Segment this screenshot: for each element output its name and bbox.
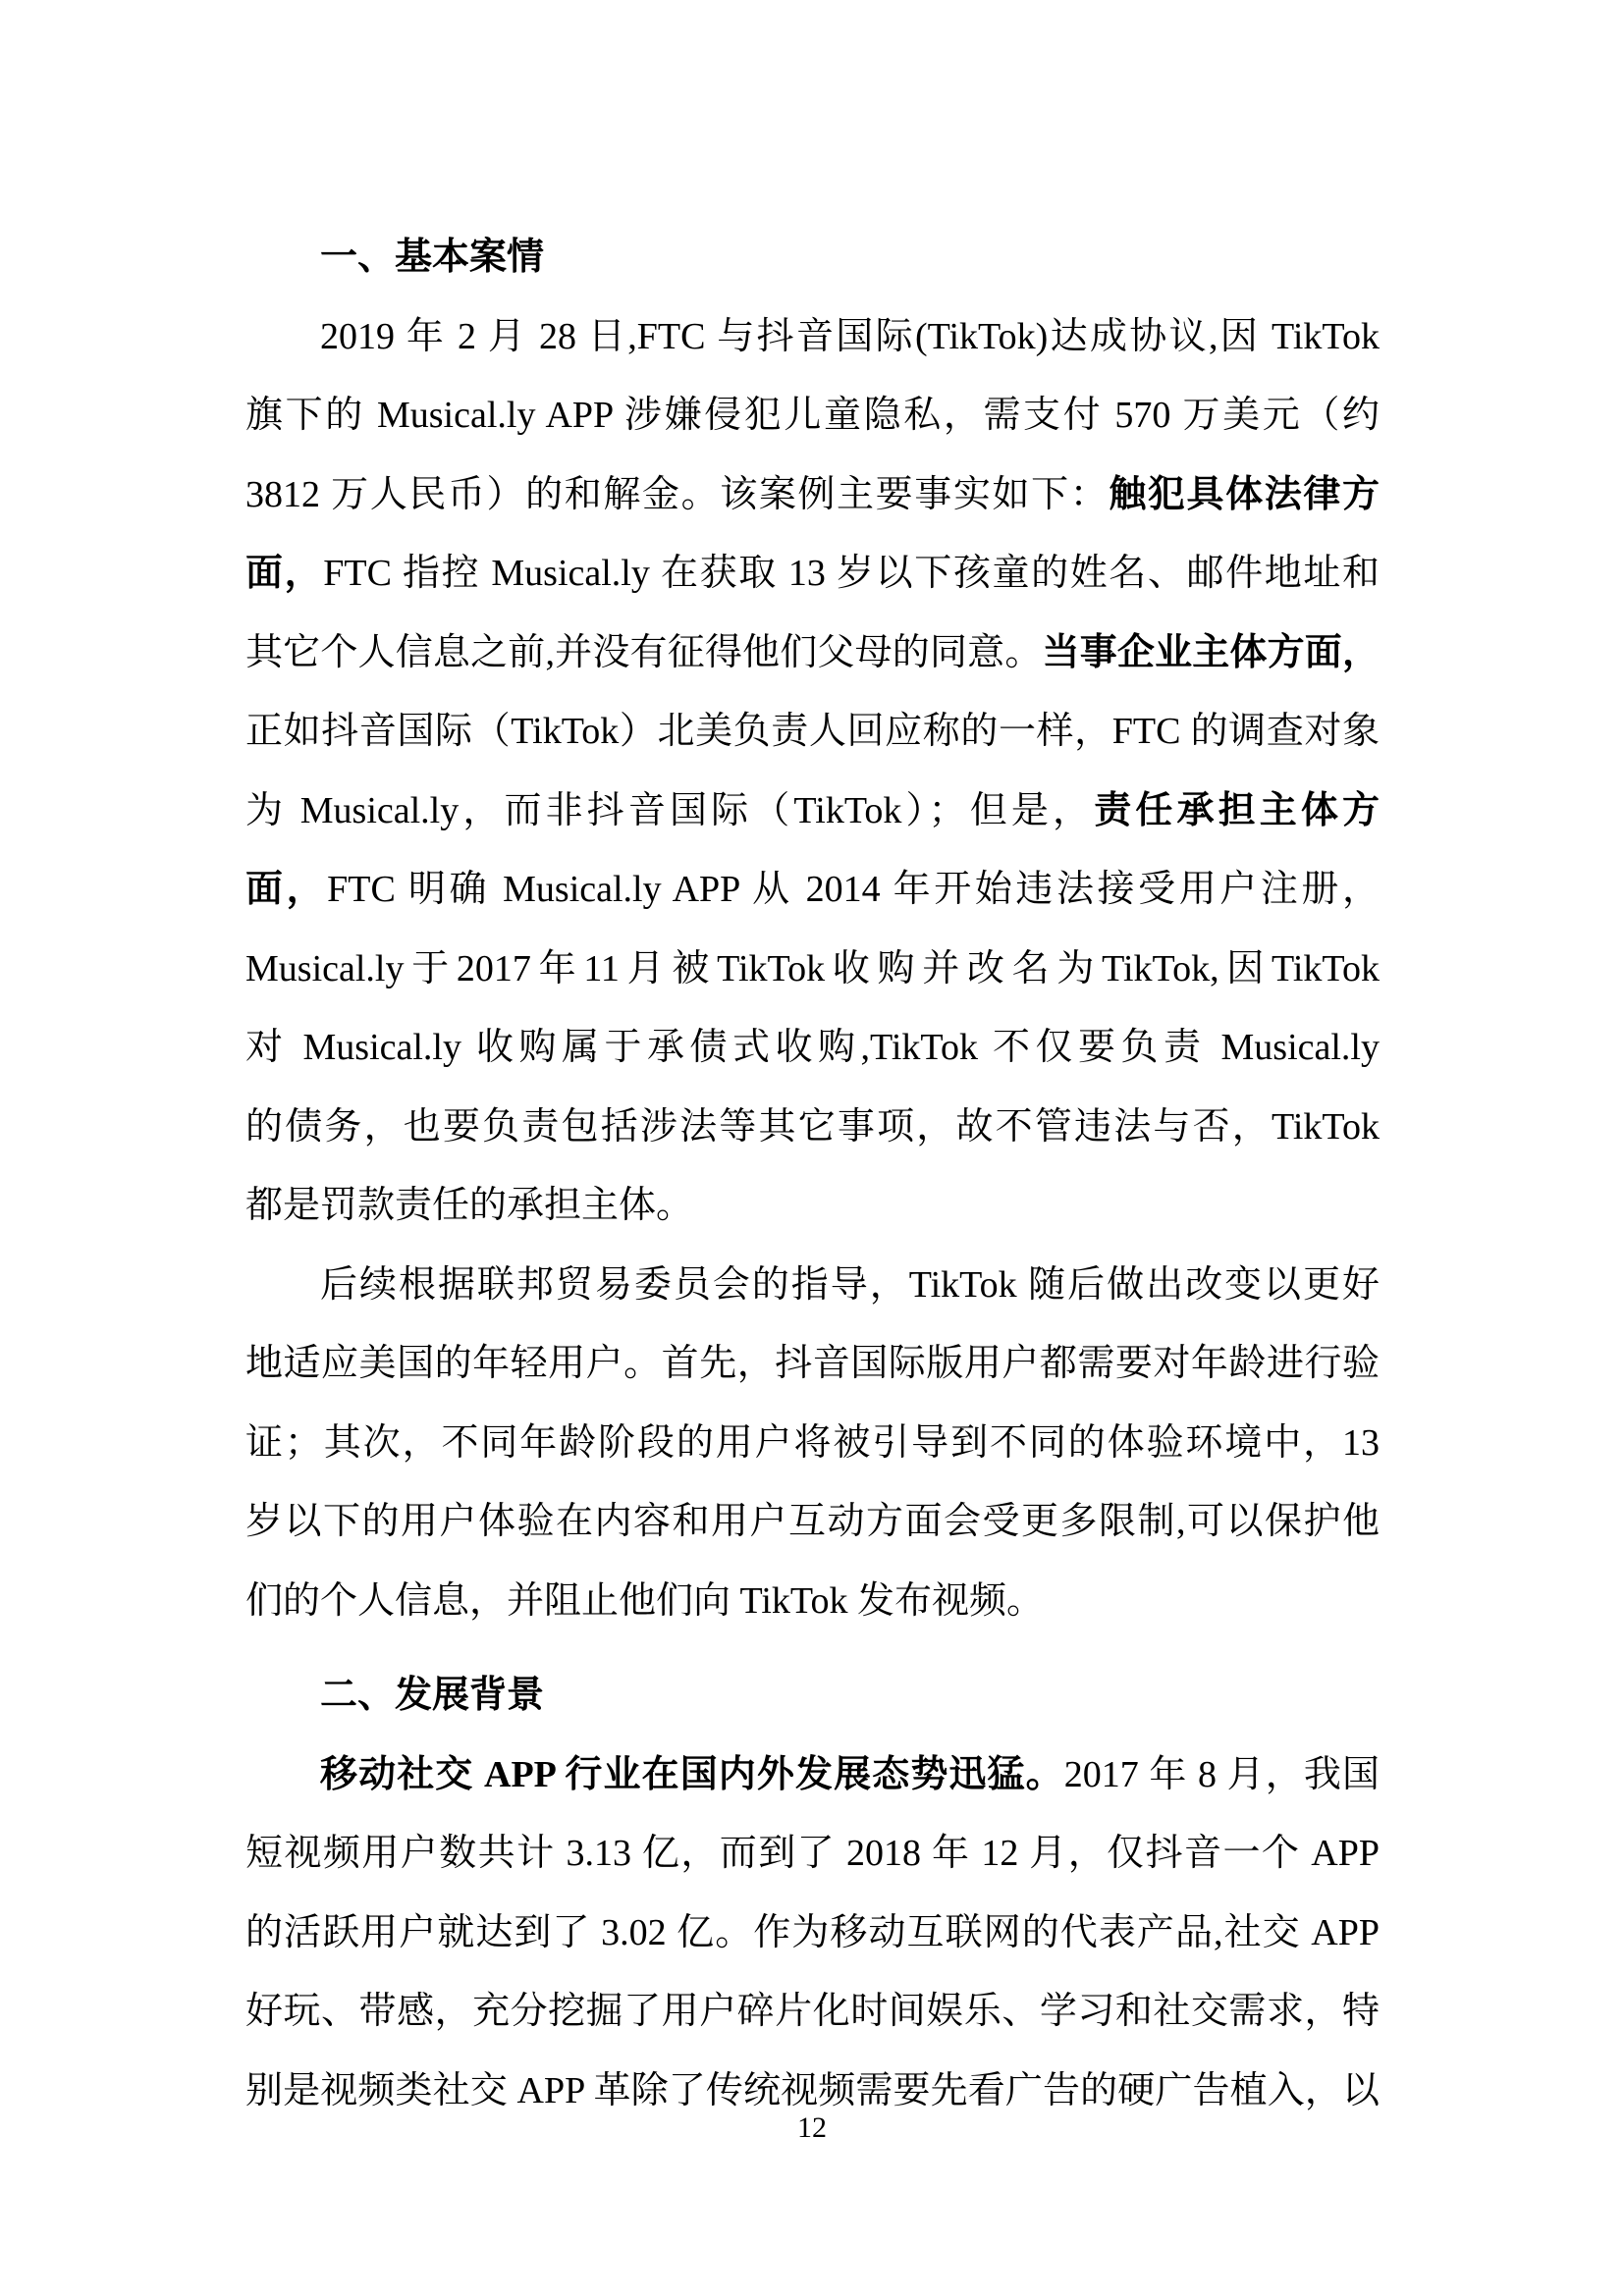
text-segment: 的债务，也要负责包括涉法等其它事项，故不管违法与否，TikTok <box>245 1105 1380 1148</box>
emphasized-text-segment: 责任承担主体方 <box>1094 789 1380 831</box>
text-segment: 为 Musical.ly，而非抖音国际（TikTok）；但是， <box>245 789 1095 831</box>
text-segment: 好玩、带感，充分挖掘了用户碎片化时间娱乐、学习和社交需求，特 <box>245 1991 1380 2032</box>
text-segment: 2017 年 8 月，我国 <box>1063 1753 1380 1795</box>
text-line <box>245 376 1380 455</box>
text-segment: FTC 指控 Musical.ly 在获取 13 岁以下孩童的姓名、邮件地址和 <box>323 553 1380 594</box>
section-heading <box>245 1656 1380 1735</box>
page-number: 12 <box>797 2111 827 2144</box>
emphasized-text-segment: 移动社交 APP 行业在国内外发展态势迅猛。 <box>320 1753 1064 1795</box>
text-line <box>245 1324 1380 1404</box>
section-heading <box>245 218 1380 297</box>
emphasized-text-segment: 触犯具体法律方 <box>1109 473 1380 515</box>
text-line <box>245 1246 1380 1325</box>
text-segment: Musical.ly于2017年11月被TikTok收购并改名为TikTok,因TikTok <box>245 947 1380 989</box>
text-line <box>245 692 1380 772</box>
text-segment: 正如抖音国际（TikTok）北美负责人回应称的一样，FTC 的调查对象 <box>245 711 1380 752</box>
emphasized-text-segment: 一、基本案情 <box>320 237 545 278</box>
emphasized-text-segment: 面， <box>245 869 328 910</box>
text-line <box>245 1404 1380 1483</box>
document-body <box>245 218 1380 2130</box>
emphasized-text-segment: 当事企业主体方面， <box>1042 631 1380 673</box>
text-line <box>245 930 1380 1009</box>
text-segment: 别是视频类社交 APP 革除了传统视频需要先看广告的硬广告植入，以 <box>245 2069 1380 2111</box>
text-line <box>245 614 1380 693</box>
text-segment: 对 Musical.ly 收购属于承债式收购,TikTok 不仅要负责 Musical.ly <box>245 1027 1380 1068</box>
text-segment: 证；其次，不同年龄阶段的用户将被引导到不同的体验环境中，13 <box>245 1421 1380 1464</box>
text-segment: 们的个人信息，并阻止他们向 TikTok 发布视频。 <box>245 1579 1044 1622</box>
text-line <box>245 1894 1380 1973</box>
text-line <box>245 1088 1380 1167</box>
text-line <box>245 1972 1380 2052</box>
text-segment: 其它个人信息之前,并没有征得他们父母的同意。 <box>245 631 1043 673</box>
text-line <box>245 1166 1380 1246</box>
text-segment: 短视频用户数共计 3.13 亿，而到了 2018 年 12 月，仅抖音一个 APP <box>245 1833 1380 1874</box>
text-segment: 岁以下的用户体验在内容和用户互动方面会受更多限制,可以保护他 <box>245 1501 1380 1542</box>
text-segment: 的活跃用户就达到了 3.02 亿。作为移动互联网的代表产品,社交 APP <box>245 1911 1380 1953</box>
text-line <box>245 1482 1380 1562</box>
text-line <box>245 297 1380 377</box>
text-line <box>245 850 1380 930</box>
text-segment: 地适应美国的年轻用户。首先，抖音国际版用户都需要对年龄进行验 <box>245 1343 1380 1384</box>
text-segment: 2019 年 2 月 28 日,FTC 与抖音国际(TikTok)达成协议,因 TikTok <box>320 315 1380 357</box>
text-line <box>245 772 1380 851</box>
emphasized-text-segment: 二、发展背景 <box>320 1675 545 1716</box>
text-segment: 后续根据联邦贸易委员会的指导，TikTok 随后做出改变以更好 <box>320 1263 1380 1306</box>
text-segment: 都是罚款责任的承担主体。 <box>245 1185 694 1226</box>
text-segment: 旗下的 Musical.ly APP 涉嫌侵犯儿童隐私，需支付 570 万美元（约 <box>245 395 1380 436</box>
text-line <box>245 1814 1380 1894</box>
text-line <box>245 1735 1380 1815</box>
text-segment: 3812 万人民币）的和解金。该案例主要事实如下： <box>245 473 1110 515</box>
emphasized-text-segment: 面， <box>245 553 324 594</box>
text-line <box>245 1008 1380 1088</box>
text-segment: FTC 明确 Musical.ly APP 从 2014 年开始违法接受用户注册， <box>327 869 1380 910</box>
text-line <box>245 534 1380 614</box>
text-line <box>245 455 1380 535</box>
text-line <box>245 1562 1380 1641</box>
